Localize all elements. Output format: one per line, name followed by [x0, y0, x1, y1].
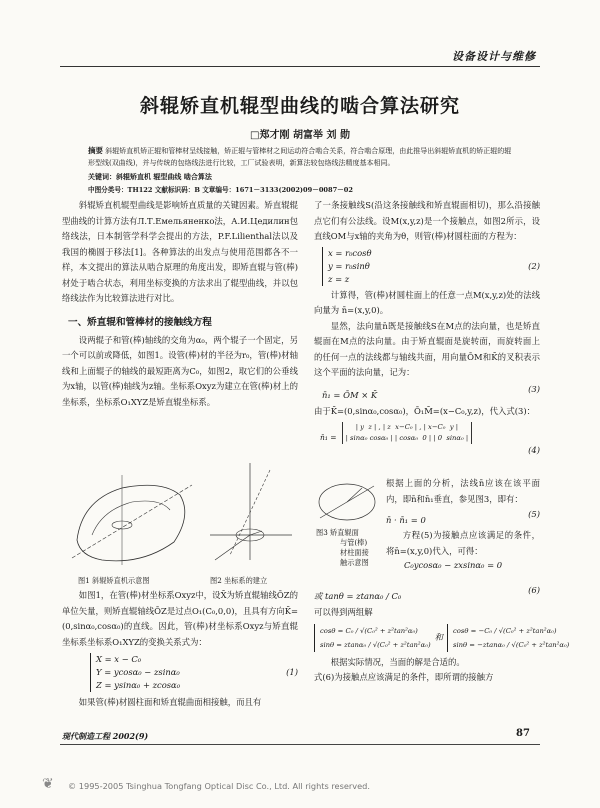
right-column-lower: [314, 582, 570, 686]
figure-1-drawing: [62, 470, 202, 570]
equation-line: X = x − C₀: [96, 654, 142, 664]
abstract-label: 摘要: [88, 146, 103, 155]
left-column: [62, 198, 298, 410]
equation-line: n̄₁ = ŌM × K̄: [322, 389, 378, 400]
right-column-figure-text: [386, 476, 540, 572]
right-column: [314, 198, 540, 458]
figure-2-drawing: [200, 455, 300, 570]
equation-number: (3): [528, 383, 540, 394]
equation-and: 和: [434, 632, 443, 642]
equation-line: n̄ · n̄₁ = 0: [386, 515, 426, 525]
figure-3-drawing: [312, 478, 382, 526]
equation-matrix: | y z | , | z x−C₀ | , | x−C₀ y | | sinα₀ cosα₀ | | cosα₀ 0 | | 0 sinα₀ |: [342, 422, 473, 444]
copyright-text: © 1995-2005 Tsinghua Tongfang Optical Disc Co., Ltd. All rights reserved.: [68, 781, 370, 791]
paragraph: 计算得，管(棒)材圆柱面上的任意一点M(x,y,z)处的法线向量为 n̄=(x,y,0)。: [314, 289, 540, 315]
publisher-icon: ❦: [42, 776, 54, 792]
keywords: 关键词：斜辊矫直机 辊型曲线 啮合算法: [88, 172, 212, 181]
equation-line: y = r₀sinθ: [328, 260, 370, 271]
intro-paragraph: 斜辊矫直机辊型曲线是影响矫直质量的关键因素。矫直辊辊型曲线的计算方法有Л.Т.Емельяненко法，А.И.Цедилин包络线法，日本制管学科学会提出的方法，P.F.Lilienthal法以及我国的椭圆于移法[1]。各种算法的出发点与使用范围都各不一样，本文提出的算法从啮合原理的角度出发，即矫直辊与管(棒)材处于啮合状态，利用坐标变换的方法求出了辊型曲线，并以包络线法作为比较算法进行对比。: [62, 200, 298, 303]
paragraph: 式(6)为接触点应该满足的条件，即所谓的接触方: [314, 672, 494, 682]
equation-7: cosθ = C₀ / √(C₀² + z²tan²α₀) sinθ = ztanα₀ / √(C₀² + z²tan²α₀) 和 cosθ = −C₀ / √(C₀² + z²tan²α₀) sinθ = −ztanα₀ / √(C₀² + z²tan²α₀): [314, 624, 540, 652]
section-header: 设备设计与维修: [452, 50, 536, 63]
paragraph: 方程(5)为接触点应该满足的条件，将n̄=(x,y,0)代入，可得：: [386, 530, 540, 556]
figure-3-caption: 图3 矫直辊面 与管(棒) 材柱面接 触示意图: [316, 528, 369, 567]
journal-footer: 现代制造工程 2002(9): [62, 731, 149, 741]
equation-line: z = z: [328, 273, 350, 284]
equation-number: (2): [528, 260, 540, 271]
paragraph: 如图1，在管(棒)材坐标系Oxyz中，设X̄为矫直辊轴线ŌZ的单位矢量，则矫直辊轴线ŌZ是过点O₁(C₀,0,0)，且具有方向K̄=(0,sinα₀,cosα₀)的直线。因此，管(棒)材坐标系Oxyz与矫直辊坐标系坐标系O₁XYZ的变换关系式为：: [62, 590, 298, 647]
equation-1: [90, 653, 298, 692]
paragraph: 如果管(棒)材圆柱面和矫直辊曲面相接触，而且有: [78, 697, 262, 707]
equation-6: [314, 584, 540, 603]
paragraph: 可以得到两组解: [314, 607, 373, 617]
equation-number: (6): [528, 585, 540, 595]
left-column-lower: [62, 588, 298, 711]
paper-title: 斜辊矫直机辊型曲线的啮合算法研究: [139, 95, 460, 117]
figure-2-caption: 图2 坐标系的建立: [210, 576, 268, 585]
abstract-text: 斜辊矫直机矫正辊和管棒材呈线接触，矫正辊与管棒材之间运动符合啮合关系，符合啮合原理，由此推导出斜辊矫直机的矫正辊的辊形型线(双曲线)，并与传统的包络线法进行比较，工厂试验表明，新算法较包络线法精度基本相同。: [88, 147, 512, 167]
equation-number: (1): [286, 667, 298, 677]
equation-line: Z = ysinα₀ + zcosα₀: [96, 680, 181, 690]
paragraph: 根据上面的分析，法线n̄应该在该平面内，即n̄和n̄₁垂直，参见图3，即有：: [386, 478, 540, 504]
paragraph: 显然，法向量n̄既是接触线S在M点的法向量，也是矫直辊面在M点的法向量。由于矫直辊面是旋转面，而旋转面上的任何一点的法线都与轴线共面，用向量ŌM和K̄的叉积表示这个平面的法向量，记为：: [314, 320, 540, 377]
equation-number: (5): [528, 509, 540, 519]
classification: 中图分类号：TH122 文献标识码：B 文章编号：1671－3133(2002)09－0087－02: [88, 186, 353, 194]
paragraph: 由于K̄=(0,sinα₀,cosα₀)，Ō₁M̄=(x−C₀,y,z)，代入式(3)：: [314, 405, 535, 416]
equation-5b: C₀ycosα₀ − zxsinα₀ = 0: [404, 560, 503, 570]
abstract: [88, 145, 518, 169]
header-rule: [60, 66, 540, 67]
equation-number: (4): [528, 445, 540, 455]
equation-line: Y = ycosα₀ − zsinα₀: [96, 667, 180, 677]
equation-3: [322, 383, 540, 402]
equation-line: x = r₀cosθ: [328, 247, 372, 258]
paragraph: 设两辊子和管(棒)轴线的交角为α₀，两个辊子一个固定，另一个可以前或降低，如图1。设管(棒)材的半径为r₀，管(棒)材轴线和上面辊子的轴线的最短距离为C₀，如图2，取它们的公垂线为x轴，以管(棒)轴线为z轴。坐标系Oxyz为建立在管(棒)材上的坐标系，坐标系O₁XYZ是矫直辊坐标系。: [62, 334, 298, 407]
equation-4: n̄₁ = | y z | , | z x−C₀ | , | x−C₀ y | | sinα₀ cosα₀ | | cosα₀ 0 | | 0 sinα₀ | (4): [320, 423, 540, 455]
page-number: 87: [516, 728, 530, 739]
section-heading: 一、矫直辊和管棒材的接触线方程: [68, 316, 212, 328]
paragraph: 了一条接触线S(沿这条接触线和矫直辊面相切)，那么沿接触点它们有公法线。设M(x,y,z)是一个接触点，如图2所示，设直线OM与x轴的夹角为θ，则管(棒)材圆柱面的方程为：: [314, 200, 540, 241]
equation-5: [386, 508, 540, 527]
authors: □郑才刚 胡富举 刘 勋: [250, 130, 350, 141]
figure-1-caption: 图1 斜辊矫直机示意图: [78, 576, 150, 585]
equation-line: 或 tanθ = ztanα₀ / C₀: [314, 591, 402, 601]
footer-rule: [60, 744, 540, 745]
paragraph: 根据实际情况，当面的解是合适的。: [330, 656, 465, 667]
equation-2: [322, 247, 540, 286]
